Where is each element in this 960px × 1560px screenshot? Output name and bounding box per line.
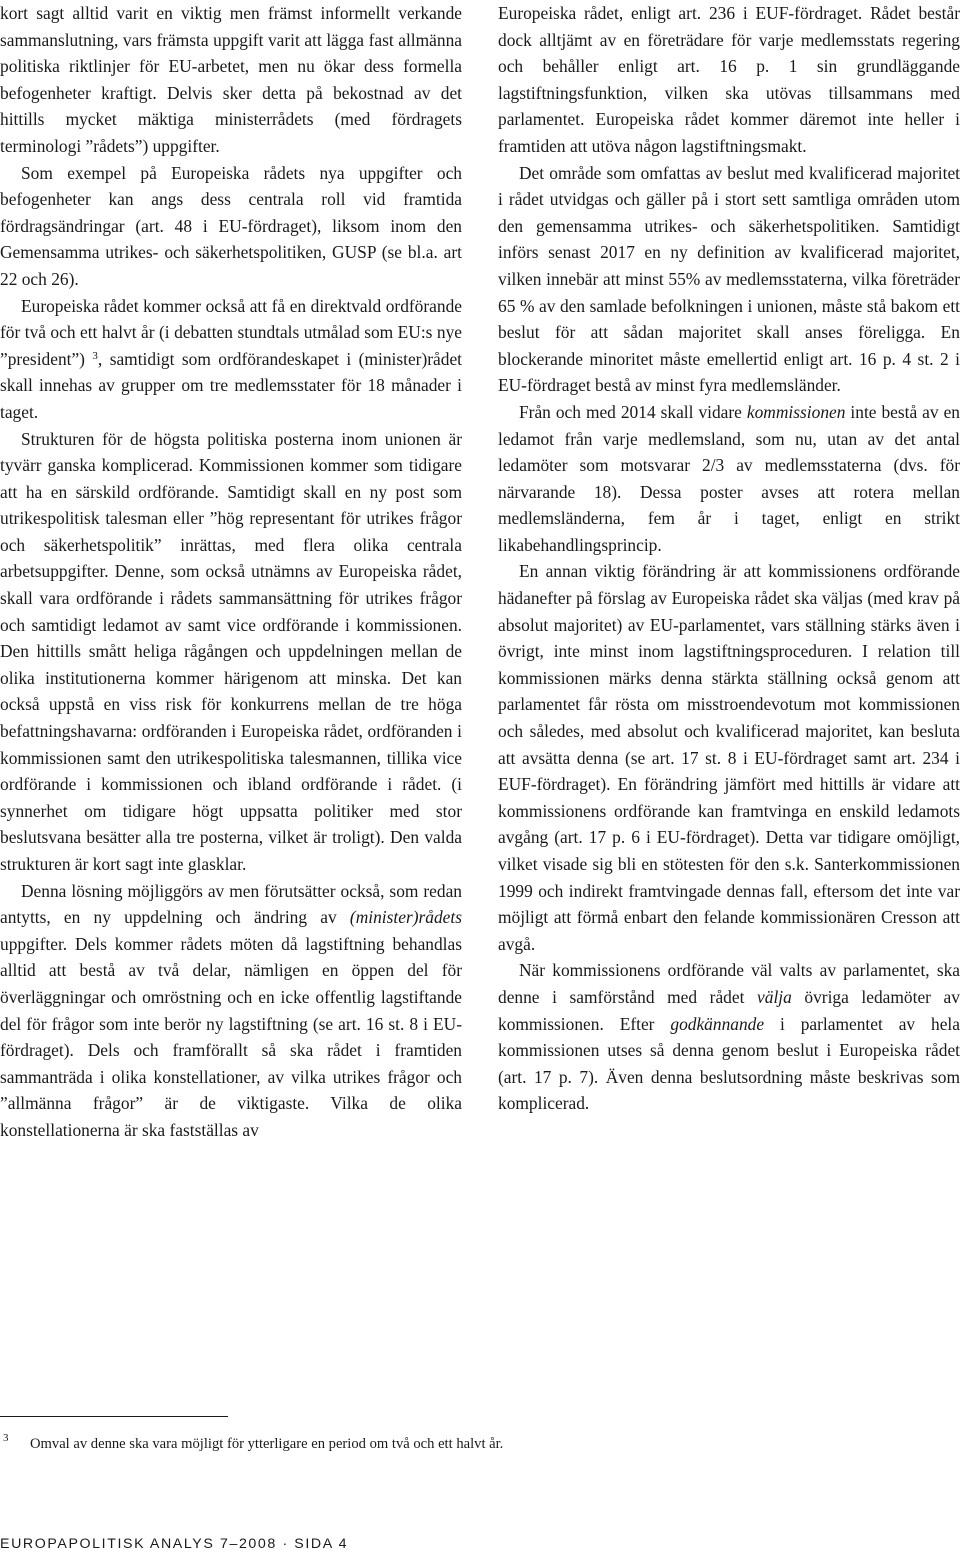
left-column: [0, 0, 462, 1144]
paragraph: kort sagt alltid varit en viktig men främst informellt verkande sammanslutning, vars främsta uppgift varit att lägga fast allmänna politiska riktlinjer för EU-arbetet, men nu ökar dess formella befogenheter kraftigt. Delvis sker detta på bekostnad av det hittills mycket mäktiga ministerrådets (med fördragets terminologi ”rådets”) uppgifter.: [0, 3, 462, 156]
emphasis-text: välja: [757, 986, 792, 1007]
text-run: När kommissionens ordförande väl valts av parlamentet, ska denne i samförstånd med rådet: [498, 960, 960, 1007]
paragraph: [0, 878, 462, 1144]
text-run: övriga ledamöter av kommissionen. Efter: [498, 986, 960, 1034]
page-footer: EUROPAPOLITISK ANALYS 7–2008 · SIDA 4: [0, 1536, 349, 1552]
right-column: [498, 0, 960, 1117]
paragraph: [498, 957, 960, 1117]
paragraph: Strukturen för de högsta politiska posterna inom unionen är tyvärr ganska komplicerad. Kommissionen kommer som tidigare att ha en särskild ordförande. Samtidigt skall en ny post som utrikespolitisk talesman eller ”hög representant för utrikes frågor och säkerhetspolitik” inrättas, med flera olika centrala arbetsuppgifter. Denne, som också utnämns av Europeiska rådet, skall vara ordförande i rådets sammansättning för utrikes frågor och samtidigt ledamot av samt vice ordförande i kommissionen. Den hittills smått heliga rågången och uppdelningen mellan de olika institutionerna kommer härigenom att minska. Det kan också uppstå en viss risk för konkurrens mellan de tre höga befattningshavarna: ordföranden i Europeiska rådet, ordföranden i kommissionen samt den utrikespolitiska talesmannen, tillika vice ordförande i kommissionen och ibland ordförande i rådet. (i synnerhet om tidigare högt uppsatta politiker med stor beslutsvana besätter alla tre posterna, vilket är troligt). Den valda strukturen är kort sagt inte glasklar.: [0, 428, 462, 874]
footnote: [0, 1434, 900, 1454]
emphasis-text: kommissionen: [746, 401, 846, 422]
text-run: Europeiska rådet kommer också att få en direktvald ordförande för två och ett halvt år (i debatten stundtals utmålad som EU:s nye ”president”): [0, 295, 462, 369]
text-run: inte bestå av en ledamot från varje medlemsland, som nu, utan av det antal ledamöter som motsvarar 2/3 av medlemsstaterna (dvs. för närvarande 18). Dessa poster avses att rotera mellan medlemsländerna, fem år i taget, enligt en strikt likabehandlingsprincip.: [498, 401, 960, 555]
paragraph: [0, 293, 462, 426]
emphasis-text: godkännande: [670, 1013, 765, 1034]
text-run: Från och med 2014 skall vidare: [519, 401, 742, 422]
emphasis-text: (minister)rådets: [349, 907, 462, 928]
paragraph: En annan viktig förändring är att kommissionens ordförande hädanefter på förslag av Europeiska rådet ska väljas (med krav på absolut majoritet) av EU-parlamentet, vars ställning stärks även i övrigt, inte minst inom lagstiftningsproceduren. I relation till kommissionen märks denna stärkta ställning också genom att parlamentet får rösta om misstroendevotum mot kommissionen och således, med absolut och kvalificerad majoritet, kan besluta att avsätta denna (se art. 17 st. 8 i EU-fördraget samt art. 234 i EUF-fördraget). En förändring jämfört med hittills är vidare att kommissionens ordförande kan framtvinga en enskild ledamots avgång (art. 17 p. 6 i EU-fördraget). Detta var tidigare omöjligt, vilket visade sig bli en stötesten för den s.k. Santerkommissionen 1999 och indirekt framtvingade dennas fall, eftersom det inte var möjligt att förmå enbart den felande kommissionären Cresson att avgå.: [498, 561, 960, 954]
text-run: uppgifter. Dels kommer rådets möten då lagstiftning behandlas alltid att bestå av två delar, nämligen en öppen del för överläggningar och omröstning och en icke offentlig lagstiftande del för frågor som inte berör ny lagstiftning (se art. 16 st. 8 i EU-fördraget). Dels och framförallt så ska rådet i framtiden sammanträda i olika konstellationer, av vilka utrikes frågor och ”allmänna frågor” är de viktigaste. Vilka de olika konstellationerna är ska fastställas av: [0, 933, 462, 1140]
footnote-reference: 3: [92, 349, 98, 362]
paragraph: Det område som omfattas av beslut med kvalificerad majoritet i rådet utvidgas och gäller på i stort sett samtliga områden utom den gemensamma utrikes- och säkerhetspolitiken. Samtidigt införs senast 2017 en ny definition av kvalificerad majoritet, vilken innebär att minst 55% av medlemsstaterna, vilka företräder 65 % av den samlade befolkningen i unionen, måste stå bakom ett beslut för att sådan majoritet skall anses föreligga. En blockerande minoritet måste emellertid enligt art. 16 p. 4 st. 2 i EU-fördraget bestå av minst fyra medlemsländer.: [498, 162, 960, 396]
footnote-text: Omval av denne ska vara möjligt för ytterligare en period om två och ett halvt år.: [30, 1436, 504, 1452]
footnote-number: 3: [3, 1432, 9, 1444]
text-run: i parlamentet av hela kommissionen utses så denna genom beslut i Europeiska rådet (art. 17 p. 7). Även denna beslutsordning måste beskrivas som komplicerad.: [498, 1013, 960, 1114]
paragraph: [498, 399, 960, 559]
paragraph: Som exempel på Europeiska rådets nya uppgifter och befogenheter kan angs dess centrala roll vid framtida fördragsändringar (art. 48 i EU-fördraget), liksom inom den Gemensamma utrikes- och säkerhetspolitiken, GUSP (se bl.a. art 22 och 26).: [0, 162, 462, 289]
text-run: , samtidigt som ordförandeskapet i (minister)rådet skall innehas av grupper om tre medlemsstater för 18 månader i taget.: [0, 348, 462, 422]
footnote-divider: [0, 1416, 228, 1417]
paragraph: Europeiska rådet, enligt art. 236 i EUF-fördraget. Rådet består dock alltjämt av en företrädare för varje medlemsstats regering och behåller enligt art. 16 p. 1 sin grundläggande lagstiftningsfunktion, vilken ska utövas tillsammans med parlamentet. Europeiska rådet kommer däremot inte heller i framtiden att utöva någon lagstiftningsmakt.: [498, 3, 960, 156]
text-run: Denna lösning möjliggörs av men förutsätter också, som redan antytts, en ny uppdelning och ändring av: [0, 880, 462, 928]
